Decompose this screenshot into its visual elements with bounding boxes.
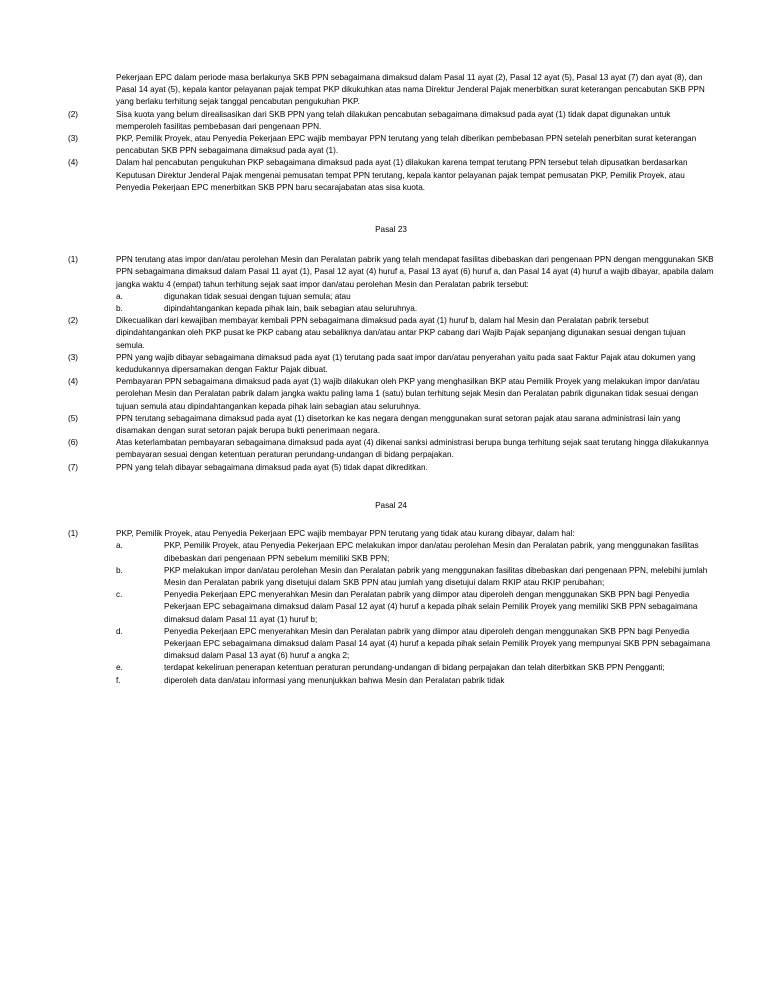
sub-item [116,675,714,687]
clause-text: PPN yang wajib dibayar sebagaimana dimaksud pada ayat (1) terutang pada saat impor dan/atau penyerahan yaitu pada saat Faktur Pajak atau dokumen yang kedudukannya dipersamakan dengan Faktur Pajak dibuat. [116,352,696,375]
clause-text: Pekerjaan EPC dalam periode masa berlakunya SKB PPN sebagaimana dimaksud dalam Pasal 11 ayat (2), Pasal 12 ayat (5), Pasal 13 ayat (7) dan ayat (8), dan Pasal 14 ayat (5), kepala kantor pelayanan pajak tempat PKP dikukuhkan atas nama Direktur Jenderal Pajak menerbitkan surat keterangan pencabutan SKB PPN yang berlaku terhitung sejak tanggal pencabutan pengukuhan PKP. [116,73,705,107]
clause-row [68,315,714,352]
section-heading-pasal-24: Pasal 24 [375,500,407,510]
clause-marker: (3) [68,134,79,144]
clause-row [68,254,714,315]
sub-item [116,303,714,315]
clause-marker: (5) [68,413,79,423]
clause-row [68,376,714,413]
sub-item-marker: b. [116,565,123,575]
clause-row [68,109,714,133]
clause-text: Dikecualikan dari kewajiban membayar kembali PPN sebagaimana dimaksud pada ayat (1) huruf b, dalam hal Mesin dan Peralatan pabrik tersebut dipindahtangankan oleh PKP pusat ke PKP cabang atau sebaliknya dan/atau antar PKP cabang dari Wajib Pajak sepanjang digunakan sesuai dengan tujuan semula. [116,316,686,350]
sub-item-marker: d. [116,626,123,636]
clause-marker: (4) [68,377,79,387]
clause-row [68,413,714,437]
sub-item-text: digunakan tidak sesuai dengan tujuan semula; atau [164,291,351,301]
clause-text: PPN terutang sebagaimana dimaksud pada ayat (1) disetorkan ke kas negara dengan menggunakan surat setoran pajak atau sarana administrasi lain yang disamakan dengan surat setoran pajak berupa bukti penerimaan negara. [116,413,681,436]
clause-text: Pembayaran PPN sebagaimana dimaksud pada ayat (1) wajib dilakukan oleh PKP yang menghasilkan BKP atau Pemilik Proyek yang melakukan impor dan/atau perolehan Mesin dan Peralatan pabrik dalam jangka waktu paling lama 1 (satu) bulan terhitung sejak Mesin dan Peralatan pabrik digunakan tidak sesuai dengan tujuan semula atau dipindahtangankan kepada pihak lain sebagian atau seluruhnya. [116,377,700,411]
sub-item [116,589,714,626]
clause-text: Dalam hal pencabutan pengukuhan PKP sebagaimana dimaksud pada ayat (1) dilakukan karena tempat terutang PPN tersebut telah dipusatkan berdasarkan Keputusan Direktur Jenderal Pajak mengenai pemusatan tempat PPN terutang, kepala kantor pelayanan pajak tempat pemusatan PKP, Pemilik Proyek, atau Penyedia Pekerjaan EPC menerbitkan SKB PPN baru secarajabatan atas sisa kuota. [116,158,688,192]
clause-marker: (2) [68,316,79,326]
sub-item-marker: f. [116,675,121,685]
clause-row [68,352,714,376]
clause-marker: (1) [68,529,79,539]
sub-item-text: Penyedia Pekerjaan EPC menyerahkan Mesin dan Peralatan pabrik yang diimpor atau diperoleh dengan menggunakan SKB PPN bagi Penyedia Pekerjaan EPC sebagaimana dimaksud dalam Pasal 12 ayat (4) huruf a kepada pihak selain Pemilik Proyek yang memiliki SKB PPN sebagaimana dimaksud dalam Pasal 11 ayat (1) huruf b; [164,590,698,624]
clause-text: PPN yang telah dibayar sebagaimana dimaksud pada ayat (5) tidak dapat dikreditkan. [116,462,428,472]
clause-marker: (1) [68,255,79,265]
sub-item [116,291,714,303]
sub-item [116,662,714,674]
clause-row [68,157,714,194]
clause-row [68,462,714,474]
sub-item-marker: c. [116,590,123,600]
sub-item-text: terdapat kekeliruan penerapan ketentuan peraturan perundang-undangan di bidang perpajakan dan telah diterbitkan SKB PPN Pengganti; [164,663,665,673]
clause-marker: (6) [68,438,79,448]
sub-item-text: PKP melakukan impor dan/atau perolehan Mesin dan Peralatan pabrik yang menggunakan fasilitas dibebaskan dari pengenaan PPN, melebihi jumlah Mesin dan Peralatan pabrik yang disetujui dalam SKB PPN atau jumlah yang disetujui dalam RKIP atau RKIP perubahan; [164,565,708,587]
clause-text: PKP, Pemilik Proyek, atau Penyedia Pekerjaan EPC wajib membayar PPN terutang yang telah diberikan pembebasan PPN setelah penerbitan surat keterangan pencabutan SKB PPN sebagaimana dimaksud pada ayat (1). [116,134,697,156]
clause-marker: (3) [68,352,79,362]
section-heading-pasal-23: Pasal 23 [375,225,407,235]
clause-text: PKP, Pemilik Proyek, atau Penyedia Pekerjaan EPC wajib membayar PPN terutang yang tidak atau kurang dibayar, dalam hal: [116,529,575,539]
clause-marker: (4) [68,158,79,168]
paragraph-continuation [68,72,714,109]
clause-marker: (7) [68,462,79,472]
sub-item-marker: e. [116,663,123,673]
sub-item [116,540,714,564]
sub-item [116,626,714,663]
sub-item-text: diperoleh data dan/atau informasi yang menunjukkan bahwa Mesin dan Peralatan pabrik tidak [164,675,505,685]
sub-item-marker: a. [116,291,123,301]
sub-item-text: Penyedia Pekerjaan EPC menyerahkan Mesin dan Peralatan pabrik yang diimpor atau diperoleh dengan menggunakan SKB PPN bagi Penyedia Pekerjaan EPC sebagaimana dimaksud dalam Pasal 14 ayat (4) huruf a kepada pihak selain Pemilik Proyek yang mempunyai SKB PPN sebagaimana dimaksud dalam Pasal 13 ayat (6) huruf a angka 2; [164,626,711,661]
clause-text: Sisa kuota yang belum direalisasikan dari SKB PPN yang telah dilakukan pencabutan sebagaimana dimaksud pada ayat (1) tidak dapat digunakan untuk memperoleh fasilitas pembebasan dari pengenaan PPN. [116,109,671,131]
clause-row [68,528,714,687]
clause-row [68,437,714,461]
clause-body [116,528,714,687]
document-body [68,72,714,687]
sub-item [116,565,714,589]
clause-text: PPN terutang atas impor dan/atau perolehan Mesin dan Peralatan pabrik yang telah mendapat fasilitas dibebaskan dari pengenaan PPN dengan menggunakan SKB PPN sebagaimana dimaksud dalam Pasal 11 ayat (1), Pasal 12 ayat (4) huruf a, Pasal 13 ayat (6) huruf a, dan Pasal 14 ayat (4) huruf a wajib dibayar, apabila dalam jangka waktu 4 (empat) tahun terhitung sejak saat impor dan/atau perolehan Mesin dan Peralatan pabrik tersebut: [116,255,714,289]
clause-row [68,133,714,157]
sub-item-marker: b. [116,304,123,314]
clause-body [116,254,714,315]
sub-item-text: PKP, Pemilik Proyek, atau Penyedia Pekerjaan EPC melakukan impor dan/atau perolehan Mesin dan Peralatan pabrik, yang menggunakan fasilitas dibebaskan dari pengenaan PPN sebelum memiliki SKB PPN; [164,541,699,563]
sub-item-text: dipindahtangankan kepada pihak lain, baik sebagian atau seluruhnya. [164,304,418,314]
sub-item-marker: a. [116,541,123,551]
clause-text: Atas keterlambatan pembayaran sebagaimana dimaksud pada ayat (4) dikenai sanksi administrasi berupa bunga terhitung sejak saat terutang hingga dilakukannya pembayaran sesuai dengan ketentuan peraturan perundang-undangan di bidang perpajakan. [116,438,709,460]
clause-marker: (2) [68,109,79,119]
